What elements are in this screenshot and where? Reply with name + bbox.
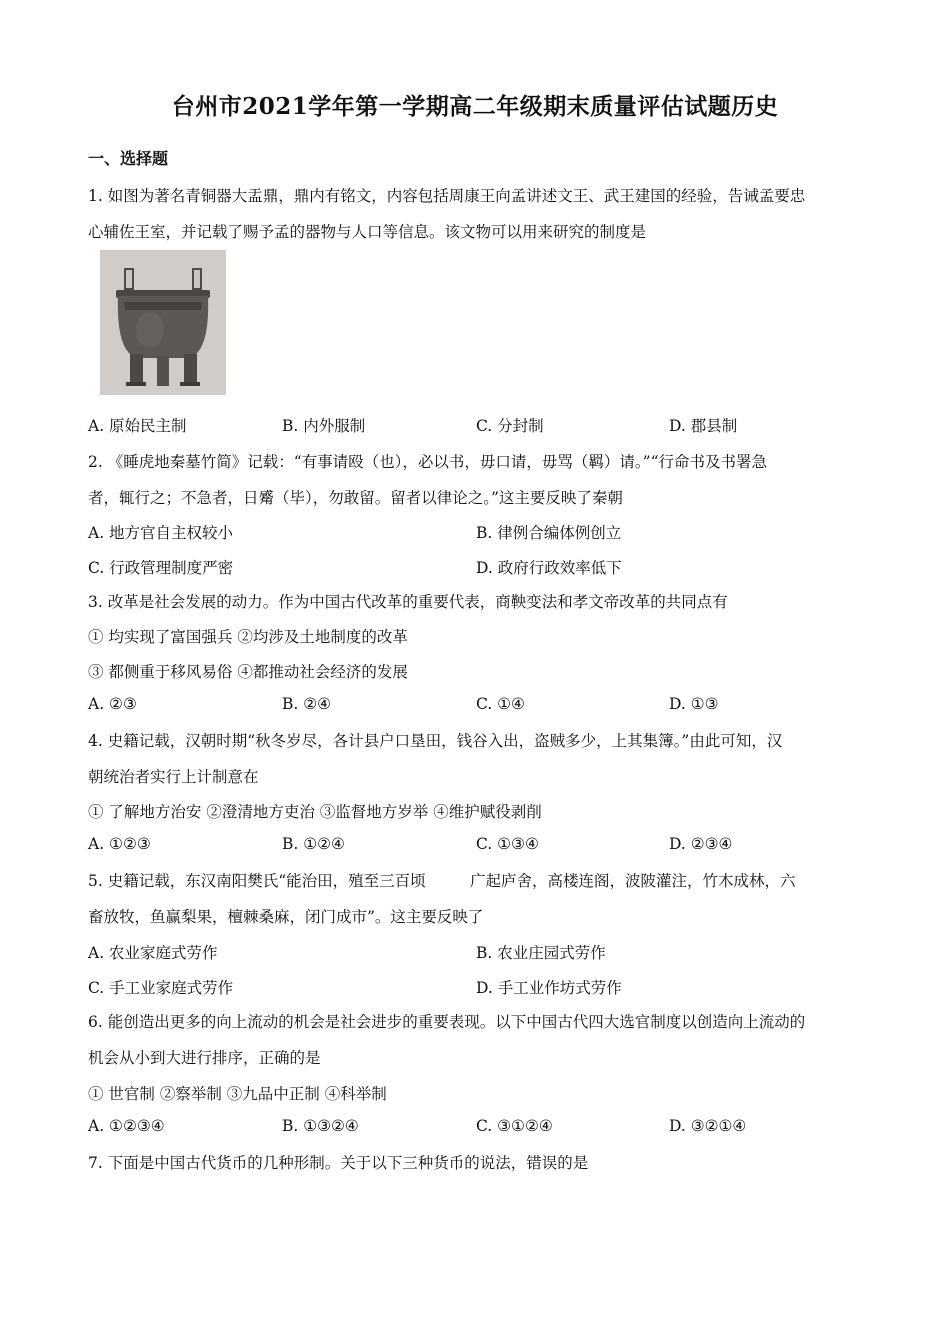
q5-option-c[interactable]: C. 手工业家庭式劳作 [88,979,234,997]
q1-line2: 心辅佐王室，并记载了赐予孟的器物与人口等信息。该文物可以用来研究的制度是 [88,223,647,241]
q3-line3: ③ 都侧重于移风易俗 ④都推动社会经济的发展 [88,663,408,681]
q2-option-c[interactable]: C. 行政管理制度严密 [88,559,234,577]
q3-option-d[interactable]: D. ①③ [669,695,719,713]
q2-option-b[interactable]: B. 律例合编体例创立 [476,524,622,542]
q3-option-b[interactable]: B. ②④ [282,695,332,713]
q1-option-b[interactable]: B. 内外服制 [282,417,366,435]
q6-line2: 机会从小到大进行排序，正确的是 [88,1049,321,1067]
q6-option-a[interactable]: A. ①②③④ [88,1117,165,1135]
q1-line1: 1. 如图为著名青铜器大盂鼎，鼎内有铭文，内容包括周康王向孟讲述文王、武王建国的经验，告诫孟要忠 [88,187,806,205]
q1-option-c[interactable]: C. 分封制 [476,417,544,435]
q2-line2: 者，辄行之；不急者，日觱（毕），勿敢留。留者以律论之。”这主要反映了秦朝 [88,489,623,507]
q7-line1: 7. 下面是中国古代货币的几种形制。关于以下三种货币的说法，错误的是 [88,1154,589,1172]
q4-line2: 朝统治者实行上计制意在 [88,768,259,786]
q6-line1: 6. 能创造出更多的向上流动的机会是社会进步的重要表现。以下中国古代四大选官制度以创造向上流动的 [88,1013,806,1031]
q6-option-c[interactable]: C. ③①②④ [476,1117,553,1135]
q6-option-d[interactable]: D. ③②①④ [669,1117,747,1135]
q4-option-c[interactable]: C. ①③④ [476,835,539,853]
q1-option-a[interactable]: A. 原始民主制 [88,417,187,435]
q3-option-c[interactable]: C. ①④ [476,695,525,713]
q3-line2: ① 均实现了富国强兵 ②均涉及土地制度的改革 [88,628,408,646]
q5-option-b[interactable]: B. 农业庄园式劳作 [476,944,606,962]
q3-option-a[interactable]: A. ②③ [88,695,137,713]
q3-line1: 3. 改革是社会发展的动力。作为中国古代改革的重要代表，商鞅变法和孝文帝改革的共同点有 [88,593,728,611]
q5-line1-part2: 广起庐舍，高楼连阁，波陂灌注，竹木成林，六 [470,872,796,890]
q4-line1: 4. 史籍记载，汉朝时期“秋冬岁尽，各计县户口垦田，钱谷入出，盗贼多少，上其集簿。”由此可知，汉 [88,732,783,750]
q2-option-d[interactable]: D. 政府行政效率低下 [476,559,622,577]
q5-option-d[interactable]: D. 手工业作坊式劳作 [476,979,622,997]
q2-line1: 2. 《睡虎地秦墓竹简》记载：“有事请殴（也），必以书，毋口请，毋骂（羁）请。”“行命书及书署急 [88,453,767,471]
q5-option-a[interactable]: A. 农业家庭式劳作 [88,944,218,962]
q5-line2: 畜放牧，鱼赢梨果，檀棘桑麻，闭门成市”。这主要反映了 [88,908,484,926]
q4-line3: ① 了解地方治安 ②澄清地方吏治 ③监督地方岁举 ④维护赋役剥削 [88,803,542,821]
page-title: 台州市2021学年第一学期高二年级期末质量评估试题历史 [171,93,779,120]
bronze-ding-vessel-image [100,250,226,395]
q2-option-a[interactable]: A. 地方官自主权较小 [88,524,234,542]
q4-option-d[interactable]: D. ②③④ [669,835,733,853]
section-heading: 一、选择题 [88,149,169,168]
q1-option-d[interactable]: D. 郡县制 [669,417,738,435]
q6-option-b[interactable]: B. ①③②④ [282,1117,359,1135]
q5-line1-part1: 5. 史籍记载，东汉南阳樊氏“能治田，殖至三百顷 [88,872,426,890]
q4-option-b[interactable]: B. ①②④ [282,835,345,853]
q6-line3: ① 世官制 ②察举制 ③九品中正制 ④科举制 [88,1085,387,1103]
q4-option-a[interactable]: A. ①②③ [88,835,151,853]
